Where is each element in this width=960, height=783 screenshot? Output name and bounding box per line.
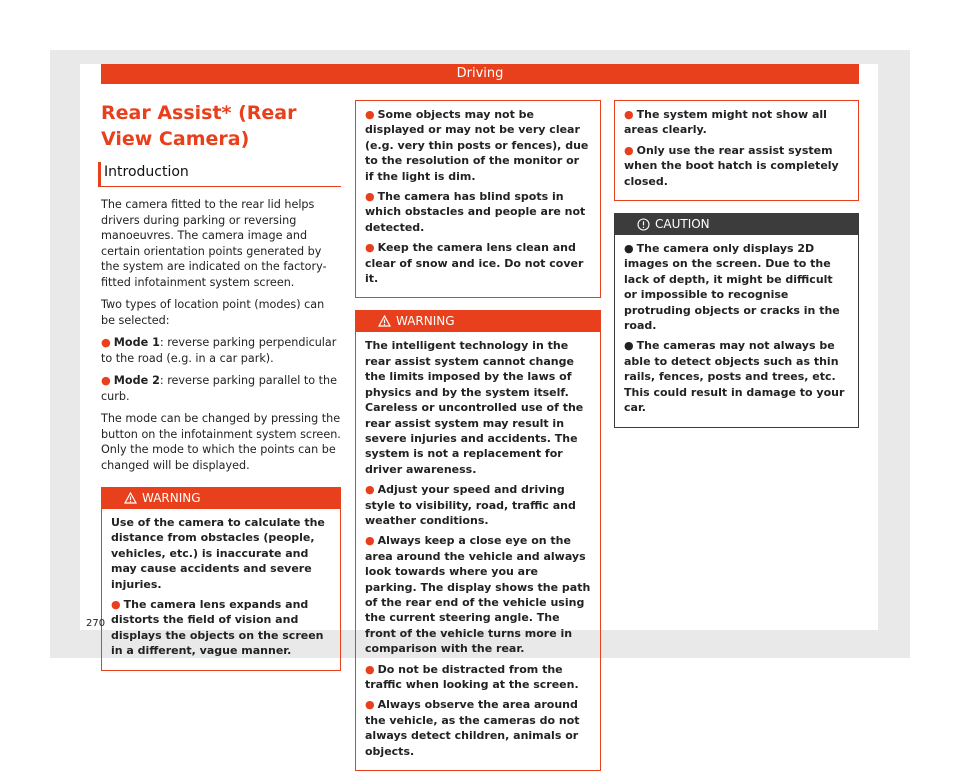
- page-title: Rear Assist* (Rear View Camera): [101, 102, 297, 150]
- bullet-icon: ●: [101, 336, 111, 349]
- bullet-icon: ●: [365, 662, 375, 676]
- warning-continued-box: [614, 100, 859, 201]
- bullet-icon: ●: [624, 242, 634, 256]
- mode-2-item: [101, 373, 341, 404]
- column-middle: [355, 100, 601, 783]
- bullet-icon: ●: [101, 374, 111, 387]
- caution-bullet-text: The cameras may not always be able to detect objects such as thin rails, fences, posts and trees, etc. This could result in damage to your car.: [624, 339, 845, 415]
- caution-box: [614, 213, 859, 427]
- continued-bullet: [365, 240, 591, 286]
- continued-bullet: [365, 107, 591, 184]
- caution-label: CAUTION: [655, 217, 710, 232]
- mode-2-label: Mode 2: [113, 374, 160, 387]
- caution-bullet: [624, 338, 849, 415]
- warning-bullet-text: Always observe the area around the vehicle, as the cameras do not always detect children, animals or objects.: [365, 698, 580, 758]
- warning-box: [355, 310, 601, 771]
- section-header: Driving: [101, 64, 859, 84]
- continued-bullet-text: Only use the rear assist system when the boot hatch is completely closed.: [624, 143, 839, 188]
- warning-continued-box: [355, 100, 601, 298]
- continued-bullet: [624, 107, 849, 138]
- warning-bullet: [365, 697, 591, 759]
- warning-label: WARNING: [142, 491, 201, 505]
- bullet-icon: ●: [365, 241, 375, 255]
- bullet-icon: ●: [365, 483, 375, 497]
- caution-bullet-text: The camera only displays 2D images on the screen. Due to the lack of depth, it might be difficult or impossible to recognise protruding objects or cracks in the road.: [624, 242, 840, 333]
- intro-paragraph: The camera fitted to the rear lid helps drivers during parking or reversing manoeuvres. The camera image and certain orientation points generated by the system are indicated on the factory-fitted infotainment system screen.: [101, 198, 327, 289]
- warning-bullet-text: Adjust your speed and driving style to visibility, road, traffic and weather conditions.: [365, 483, 576, 527]
- warning-bullet: [365, 482, 591, 528]
- continued-bullet: [624, 143, 849, 189]
- continued-bullet-text: The system might not show all areas clearly.: [624, 108, 827, 137]
- caution-header: [615, 214, 858, 235]
- bullet-icon: ●: [365, 534, 375, 548]
- warning-header: [356, 311, 600, 332]
- warning-bullet-text: The camera lens expands and distorts the field of vision and displays the objects on the screen in a different, vague manner.: [111, 598, 324, 658]
- warning-label: WARNING: [396, 314, 455, 329]
- subheading: [98, 162, 341, 187]
- bullet-icon: ●: [624, 339, 634, 353]
- mode-2-text: : reverse parking parallel to the curb.: [101, 374, 338, 403]
- continued-bullet: [365, 189, 591, 235]
- mode-1-item: [101, 335, 341, 366]
- warning-triangle-icon: [124, 492, 137, 504]
- bullet-icon: ●: [111, 598, 121, 612]
- bullet-icon: ●: [365, 190, 375, 204]
- caution-circle-icon: [637, 218, 650, 231]
- warning-text: Use of the camera to calculate the distance from obstacles (people, vehicles, etc.) is inaccurate and may cause accidents and severe injuries.: [111, 516, 325, 591]
- bullet-icon: ●: [624, 108, 634, 121]
- modes-paragraph: Two types of location point (modes) can be selected:: [101, 298, 325, 327]
- warning-bullet: [365, 533, 591, 656]
- page-number: 270: [86, 618, 106, 629]
- warning-triangle-icon: [378, 315, 391, 327]
- warning-bullet-text: Do not be distracted from the traffic when looking at the screen.: [365, 662, 579, 691]
- bullet-icon: ●: [365, 108, 375, 121]
- warning-box: [101, 487, 341, 671]
- mode-1-text: : reverse parking perpendicular to the road (e.g. in a car park).: [101, 336, 337, 365]
- warning-bullet: [111, 597, 331, 659]
- warning-text: The intelligent technology in the rear assist system cannot change the limits imposed by the laws of physics and by the system itself. Careless or uncontrolled use of the rear assist system may result in severe injuries and accidents. The system is not a replacement for driver awareness.: [365, 339, 584, 476]
- subheading-text: Introduction: [104, 164, 189, 180]
- column-right: [614, 100, 859, 440]
- bullet-icon: ●: [365, 698, 375, 712]
- column-left: [101, 100, 341, 683]
- warning-header: [102, 488, 340, 509]
- warning-bullet: [365, 662, 591, 693]
- bullet-icon: ●: [624, 143, 634, 157]
- mode-1-label: Mode 1: [113, 336, 160, 349]
- warning-bullet-text: Always keep a close eye on the area around the vehicle and always look towards where you are parking. The display shows the path of the rear end of the vehicle using the current steering angle. The front of the vehicle turns more in comparison with the rear.: [365, 534, 591, 656]
- continued-bullet-text: The camera has blind spots in which obstacles and people are not detected.: [365, 190, 586, 234]
- caution-bullet: [624, 241, 849, 333]
- continued-bullet-text: Keep the camera lens clean and clear of snow and ice. Do not cover it.: [365, 241, 584, 286]
- mode-change-paragraph: The mode can be changed by pressing the button on the infotainment system screen. Only the mode to which the points can be changed will be displayed.: [101, 412, 341, 472]
- continued-bullet-text: Some objects may not be displayed or may not be very clear (e.g. very thin posts or fences), due to the resolution of the monitor or if the light is dim.: [365, 108, 589, 183]
